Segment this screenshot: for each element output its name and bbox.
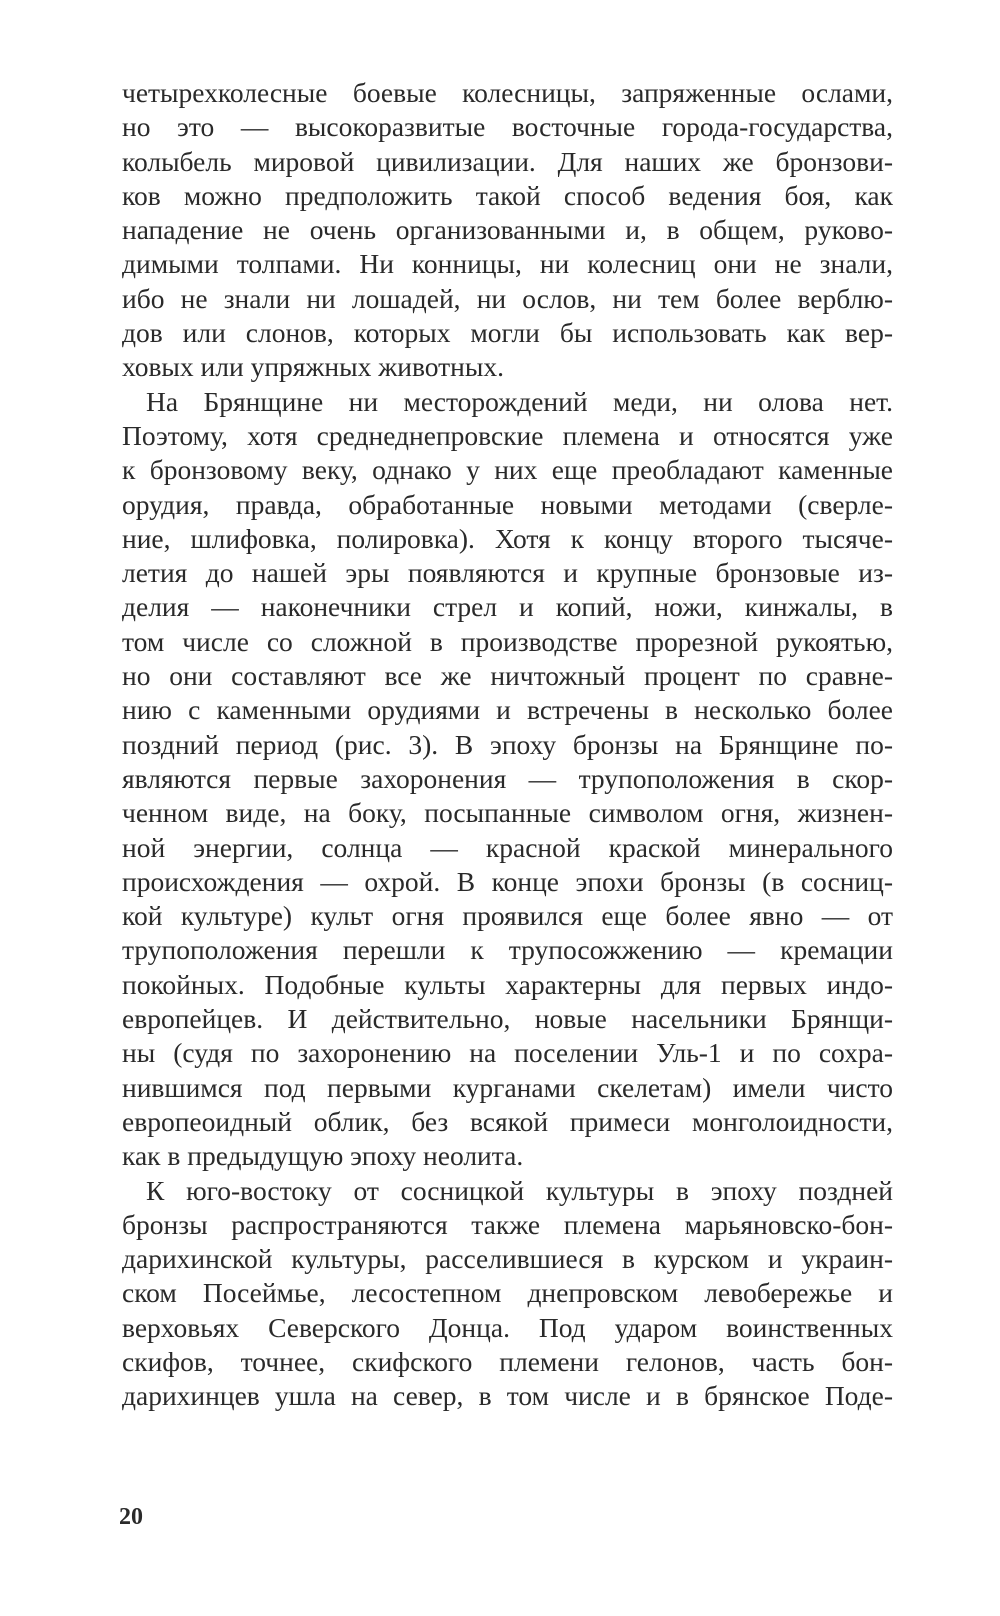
text-line: ховых или упряжных животных. — [122, 351, 504, 383]
text-line: к бронзовому веку, однако у них еще преобладают каменные — [122, 454, 893, 486]
text-line: скифов, точнее, скифского племени гелонов, часть бон- — [122, 1345, 893, 1377]
text-line: но они составляют все же ничтожный процент по сравне- — [122, 660, 893, 692]
text-line: ны (судя по захоронению на поселении Уль-1 и по сохра- — [122, 1037, 893, 1069]
text-line: но это — высокоразвитые восточные города-государства, — [122, 111, 893, 143]
text-line: ной энергии, солнца — красной краской минерального — [122, 831, 893, 863]
text-line: нию с каменными орудиями и встречены в несколько более — [122, 694, 893, 726]
text-line: происхождения — охрой. В конце эпохи бронзы (в сосниц- — [122, 865, 893, 897]
text-line: летия до нашей эры появляются и крупные бронзовые из- — [122, 557, 893, 589]
text-line: колыбель мировой цивилизации. Для наших же бронзови- — [122, 145, 893, 177]
text-line: К юго-востоку от сосницкой культуры в эпоху поздней — [146, 1174, 893, 1206]
text-line: европеоидный облик, без всякой примеси монголоидности, — [122, 1105, 893, 1137]
text-line: кой культуре) культ огня проявился еще более явно — от — [122, 900, 893, 932]
text-line: ченном виде, на боку, посыпанные символом огня, жизнен- — [122, 797, 893, 829]
text-line: ибо не знали ни лошадей, ни ослов, ни тем более верблю- — [122, 282, 893, 314]
text-line: Поэтому, хотя среднеднепровские племена и относятся уже — [122, 419, 893, 451]
body-text — [122, 76, 893, 1414]
text-line: нившимся под первыми курганами скелетам) имели чисто — [122, 1071, 893, 1103]
paragraph — [122, 1174, 893, 1414]
text-line: четырехколесные боевые колесницы, запряженные ослами, — [122, 77, 893, 108]
text-line: том числе со сложной в производстве прорезной рукоятью, — [122, 625, 893, 657]
text-line: дов или слонов, которых могли бы использовать как вер- — [122, 317, 893, 349]
text-line: ском Посеймье, лесостепном днепровском левобережье и — [122, 1277, 893, 1309]
text-line: ков можно предположить такой способ ведения боя, как — [122, 179, 893, 211]
paragraph — [122, 385, 893, 1174]
text-line: нападение не очень организованными и, в общем, руково- — [122, 214, 893, 246]
text-line: делия — наконечники стрел и копий, ножи, кинжалы, в — [122, 591, 893, 623]
text-line: бронзы распространяются также племена марьяновско-бон- — [122, 1208, 893, 1240]
paragraph — [122, 76, 893, 385]
text-line: покойных. Подобные культы характерны для первых индо- — [122, 968, 893, 1000]
text-line: дарихинцев ушла на север, в том числе и в брянское Поде- — [122, 1380, 893, 1412]
text-line: как в предыдущую эпоху неолита. — [122, 1140, 524, 1172]
text-line: ние, шлифовка, полировка). Хотя к концу второго тысяче- — [122, 522, 893, 554]
text-line: являются первые захоронения — трупоположения в скор- — [122, 762, 893, 794]
text-line: дарихинской культуры, расселившиеся в курском и украин- — [122, 1243, 893, 1275]
text-line: трупоположения перешли к трупосожжению — кремации — [122, 934, 893, 966]
text-line: поздний период (рис. 3). В эпоху бронзы на Брянщине по- — [122, 728, 893, 760]
text-line: орудия, правда, обработанные новыми методами (сверле- — [122, 488, 893, 520]
text-line: На Брянщине ни месторождений меди, ни олова нет. — [146, 385, 893, 417]
text-line: европейцев. И действительно, новые насельники Брянщи- — [122, 1003, 893, 1035]
page-number: 20 — [119, 1504, 143, 1530]
text-line: димыми толпами. Ни конницы, ни колесниц они не знали, — [122, 248, 893, 280]
text-line: верховьях Северского Донца. Под ударом воинственных — [122, 1311, 893, 1343]
